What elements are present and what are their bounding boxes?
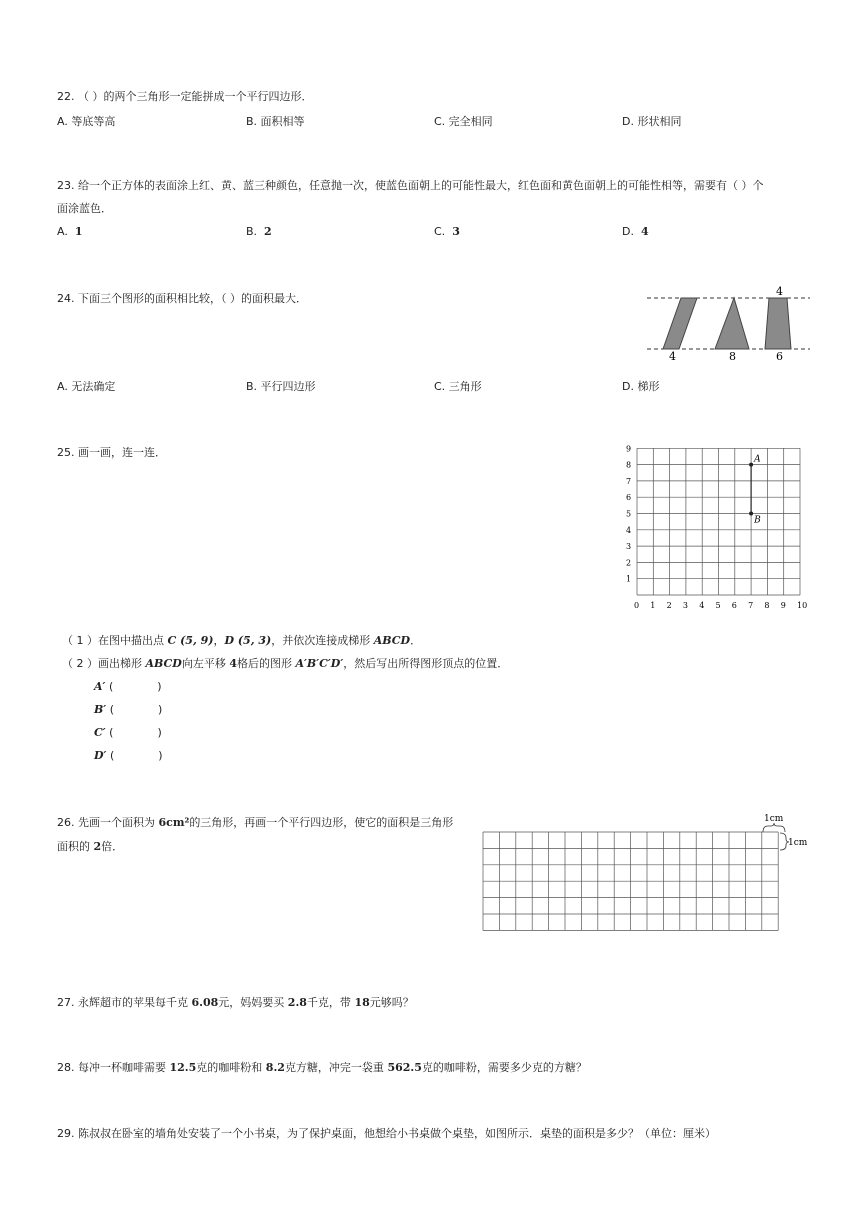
q27-text-b: 元，妈妈要买 — [218, 996, 288, 1009]
option-value: 4 — [640, 225, 649, 238]
y-tick-label: 5 — [626, 509, 632, 519]
answer-d-prime[interactable] — [94, 748, 163, 764]
q22-option-c[interactable]: C. 完全相同 — [434, 115, 493, 128]
q27-money: 18 — [354, 996, 370, 1009]
option-value: 1 — [74, 225, 83, 238]
y-tick-label: 3 — [626, 542, 632, 552]
x-tick-label: 6 — [731, 601, 737, 610]
q22-stem: 22. （ ）的两个三角形一定能拼成一个平行四边形． — [57, 90, 313, 103]
q26-text-a: 26. 先画一个面积为 — [57, 816, 159, 829]
q27-weight: 2.8 — [287, 996, 307, 1009]
x-tick-label: 8 — [764, 601, 770, 610]
option-letter: D. — [622, 225, 634, 238]
q27-stem — [57, 995, 414, 1011]
triangle-base-label: 8 — [729, 350, 736, 363]
y-tick-label: 2 — [626, 558, 632, 568]
q27-price: 6.08 — [191, 996, 219, 1009]
part2-mid: 向左平移 — [181, 657, 230, 670]
close-paren: ) — [158, 749, 163, 762]
open-paren: ( — [108, 680, 114, 693]
q23-option-d[interactable] — [622, 225, 649, 238]
q24-option-b[interactable]: B. 平行四边形 — [246, 380, 316, 393]
triangle-shape — [715, 298, 749, 349]
q24-figure — [645, 286, 815, 364]
q23-option-a[interactable] — [57, 225, 82, 238]
point-d: D (5, 3) — [224, 634, 272, 647]
trapezoid-bottom-label: 6 — [776, 350, 783, 363]
trapezoid-shape — [765, 298, 791, 349]
q28-bag: 562.5 — [387, 1061, 422, 1074]
part1-suffix: ，并依次连接成梯形 — [271, 634, 374, 647]
q26-text-b: 的三角形，再画一个平行四边形，使它的面积是三角形 — [189, 816, 454, 829]
parallelogram-base-label: 4 — [669, 350, 676, 363]
q24-option-a[interactable]: A. 无法确定 — [57, 380, 116, 393]
q26-drawing-grid[interactable] — [480, 808, 815, 934]
q27-text-a: 27. 永辉超市的苹果每千克 — [57, 996, 192, 1009]
q28-coffee: 12.5 — [169, 1061, 197, 1074]
x-tick-label: 10 — [797, 601, 808, 610]
q29-stem: 29. 陈叔叔在卧室的墙角处安装了一个小书桌，为了保护桌面，他想给小书桌做个桌垫，如图所示．桌垫的面积是多少？（单位：厘米） — [57, 1127, 716, 1140]
q28-text-c: 克方糖，冲完一袋重 — [284, 1061, 388, 1074]
point-b — [749, 512, 753, 516]
answer-c-prime[interactable] — [94, 725, 162, 741]
shift-amount: 4 — [229, 657, 237, 670]
close-paren: ) — [157, 680, 162, 693]
q28-text-d: 克的咖啡粉，需要多少克的方糖？ — [421, 1061, 587, 1074]
close-paren: ) — [158, 703, 163, 716]
close-paren: ) — [157, 726, 162, 739]
q25-coordinate-grid[interactable] — [620, 442, 810, 614]
unit-side-label: 1cm — [788, 838, 808, 848]
part1-end: ． — [410, 634, 422, 647]
unit-top-label: 1cm — [764, 814, 784, 824]
q25-part1 — [62, 633, 421, 649]
open-paren: ( — [109, 703, 114, 716]
q23-stem-line2: 面涂蓝色． — [57, 202, 112, 215]
part2-mid2: 格后的图形 — [237, 657, 296, 670]
trapezoid-top-label: 4 — [776, 286, 783, 298]
y-tick-label: 1 — [626, 574, 632, 584]
q28-text-a: 28. 每冲一杯咖啡需要 — [57, 1061, 170, 1074]
x-tick-label: 0 — [634, 601, 640, 610]
shape-abcd: ABCD — [145, 657, 182, 670]
y-tick-label: 9 — [626, 444, 632, 454]
x-tick-label: 2 — [666, 601, 672, 610]
x-tick-label: 4 — [699, 601, 705, 610]
x-tick-label: 3 — [682, 601, 688, 610]
q24-stem: 24. 下面三个图形的面积相比较，（ ）的面积最大． — [57, 292, 307, 305]
option-letter: C. — [434, 225, 446, 238]
q22-option-d[interactable]: D. 形状相同 — [622, 115, 682, 128]
answer-label: A′ — [94, 680, 106, 693]
x-tick-label: 5 — [715, 601, 721, 610]
option-letter: B. — [246, 225, 258, 238]
unit-top-brace — [763, 823, 785, 832]
x-tick-label: 9 — [780, 601, 786, 610]
y-tick-label: 8 — [626, 460, 632, 470]
q24-option-d[interactable]: D. 梯形 — [622, 380, 660, 393]
q27-text-d: 元够吗？ — [369, 996, 414, 1009]
q26-multiplier: 2 — [93, 840, 102, 853]
answer-label: C′ — [94, 726, 106, 739]
option-value: 2 — [264, 225, 272, 238]
option-letter: A. — [57, 225, 68, 238]
q24-option-c[interactable]: C. 三角形 — [434, 380, 482, 393]
q22-option-a[interactable]: A. 等底等高 — [57, 115, 116, 128]
part2-prefix: （ 2 ）画出梯形 — [62, 657, 146, 670]
part1-prefix: （ 1 ）在图中描出点 — [62, 634, 168, 647]
q26-area: 6cm² — [158, 816, 190, 829]
q26-text-c: 面积的 — [57, 840, 94, 853]
q23-option-b[interactable] — [246, 225, 272, 238]
shape-abcd: ABCD — [373, 634, 411, 647]
parallelogram-shape — [663, 298, 697, 349]
q25-stem: 25. 画一画，连一连． — [57, 446, 166, 459]
q26-line1 — [57, 815, 453, 831]
q28-sugar: 8.2 — [265, 1061, 285, 1074]
answer-b-prime[interactable] — [94, 702, 162, 718]
point-label-b: B — [754, 515, 761, 526]
part1-sep: ， — [213, 634, 225, 647]
q25-part2 — [62, 656, 508, 672]
point-label-a: A — [754, 454, 761, 465]
y-tick-label: 4 — [626, 525, 632, 535]
part2-suffix: ，然后写出所得图形顶点的位置． — [343, 657, 509, 670]
q23-option-c[interactable] — [434, 225, 460, 238]
answer-a-prime[interactable] — [94, 679, 162, 695]
open-paren: ( — [109, 749, 115, 762]
y-tick-label: 7 — [626, 476, 632, 486]
answer-label: D′ — [94, 749, 107, 762]
option-value: 3 — [452, 225, 460, 238]
answer-label: B′ — [94, 703, 107, 716]
point-a — [749, 463, 753, 467]
q23-stem-line1: 23. 给一个正方体的表面涂上红、黄、蓝三种颜色，任意抛一次，使蓝色面朝上的可能性最大，红色面和黄色面朝上的可能性相等，需要有（ ）个 — [57, 179, 764, 192]
q26-line2 — [57, 839, 123, 855]
shape-a1b1c1d1: A′B′C′D′ — [295, 657, 344, 670]
q22-option-b[interactable]: B. 面积相等 — [246, 115, 305, 128]
q26-text-d: 倍． — [101, 840, 124, 853]
open-paren: ( — [109, 726, 114, 739]
q28-stem — [57, 1060, 587, 1076]
x-tick-label: 7 — [748, 601, 754, 610]
y-tick-label: 6 — [626, 493, 632, 503]
x-tick-label: 1 — [650, 601, 656, 610]
q27-text-c: 千克，带 — [306, 996, 355, 1009]
point-c: C (5, 9) — [167, 634, 214, 647]
q28-text-b: 克的咖啡粉和 — [196, 1061, 266, 1074]
